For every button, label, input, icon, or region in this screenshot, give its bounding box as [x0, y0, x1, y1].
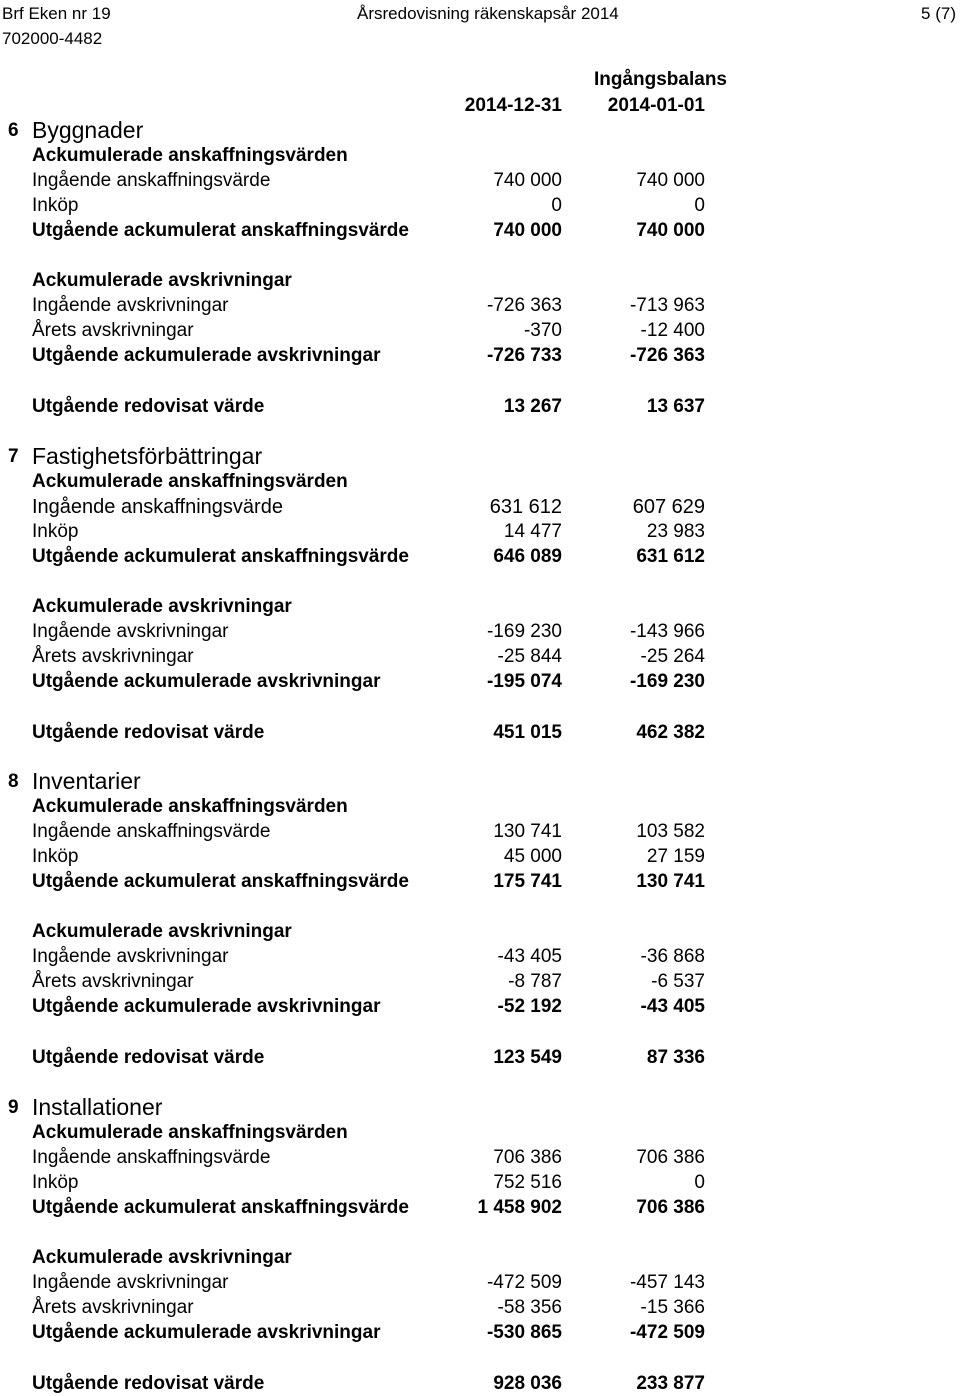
row-label: Ackumulerade anskaffningsvärden	[32, 471, 348, 492]
row-label: Utgående redovisat värde	[32, 1046, 265, 1068]
note-title: Inventarier	[32, 768, 141, 794]
value-2014-12-31: 130 741	[493, 821, 562, 843]
row-label: Utgående redovisat värde	[32, 721, 265, 743]
table-row	[0, 795, 960, 819]
value-2014-01-01: 706 386	[636, 1147, 705, 1169]
table-row	[0, 1246, 960, 1270]
row-label: Utgående ackumulerat anskaffningsvärde	[32, 220, 409, 242]
value-2014-12-31: 45 000	[503, 846, 562, 868]
table-row	[0, 545, 960, 569]
value-2014-12-31: -43 405	[497, 946, 562, 968]
value-2014-01-01: 462 382	[636, 721, 705, 743]
value-2014-12-31: -195 074	[486, 671, 562, 693]
table-row	[0, 169, 960, 193]
value-2014-12-31: -8 787	[508, 971, 562, 993]
table-row	[0, 1296, 960, 1320]
value-2014-01-01: 27 159	[646, 846, 705, 868]
value-2014-12-31: 1 458 902	[477, 1197, 562, 1219]
value-2014-12-31: -726 733	[486, 345, 562, 367]
value-2014-01-01: -25 264	[640, 646, 705, 668]
table-row	[0, 344, 960, 368]
value-2014-01-01: 706 386	[636, 1197, 705, 1219]
spacer-row	[0, 369, 960, 393]
document-title: Årsredovisning räkenskapsår 2014	[357, 4, 619, 23]
spacer-row	[0, 244, 960, 268]
row-label: Ackumulerade anskaffningsvärden	[32, 145, 348, 166]
row-label: Utgående ackumulerade avskrivningar	[32, 671, 381, 693]
row-label: Ingående avskrivningar	[32, 1272, 229, 1294]
spacer-row	[0, 570, 960, 594]
value-2014-01-01: -472 509	[629, 1322, 705, 1344]
table-row	[0, 870, 960, 894]
table-row	[0, 1271, 960, 1295]
table-row	[0, 269, 960, 293]
note-title: Byggnader	[32, 117, 144, 143]
row-label: Utgående ackumulerade avskrivningar	[32, 996, 381, 1018]
row-label: Ingående anskaffningsvärde	[32, 170, 271, 192]
value-2014-01-01: 23 983	[646, 521, 705, 543]
note-title: Fastighetsförbättringar	[32, 443, 263, 469]
spacer-row	[0, 695, 960, 719]
row-label: Ingående anskaffningsvärde	[32, 1147, 271, 1169]
value-2014-12-31: 752 516	[493, 1172, 562, 1194]
table-row	[0, 1171, 960, 1195]
organization-name: Brf Eken nr 19	[2, 4, 111, 23]
table-row	[0, 294, 960, 318]
table-row	[0, 1372, 960, 1396]
value-2014-01-01: 740 000	[636, 220, 705, 242]
table-row	[0, 721, 960, 745]
value-2014-12-31: 928 036	[493, 1372, 562, 1394]
value-2014-12-31: 740 000	[493, 170, 562, 192]
table-row	[0, 1046, 960, 1070]
table-row	[0, 595, 960, 619]
value-2014-12-31: 0	[551, 195, 562, 217]
value-2014-12-31: -472 509	[486, 1272, 562, 1294]
value-2014-01-01: -6 537	[651, 971, 705, 993]
row-label: Utgående ackumulerat anskaffningsvärde	[32, 871, 409, 893]
opening-balance-label: Ingångsbalans	[593, 69, 727, 90]
table-row	[0, 1146, 960, 1170]
value-2014-01-01: 130 741	[636, 871, 705, 893]
note-number: 6	[8, 120, 19, 141]
value-2014-01-01: 740 000	[636, 170, 705, 192]
column-header-2014-01-01: 2014-01-01	[607, 95, 705, 116]
row-label: Utgående ackumulerat anskaffningsvärde	[32, 546, 409, 568]
note-title: Installationer	[32, 1094, 163, 1120]
row-label: Utgående redovisat värde	[32, 1372, 265, 1394]
row-label: Ingående avskrivningar	[32, 621, 229, 643]
row-label: Årets avskrivningar	[32, 320, 194, 342]
table-row	[0, 945, 960, 969]
table-row	[0, 670, 960, 694]
value-2014-12-31: 646 089	[493, 546, 562, 568]
row-label: Ackumulerade anskaffningsvärden	[32, 1122, 348, 1143]
table-row	[0, 495, 960, 519]
table-row	[0, 645, 960, 669]
table-row	[0, 970, 960, 994]
value-2014-12-31: 706 386	[493, 1147, 562, 1169]
value-2014-12-31: -58 356	[497, 1297, 562, 1319]
table-row	[0, 995, 960, 1019]
row-label: Utgående ackumulerade avskrivningar	[32, 345, 381, 367]
table-row	[0, 219, 960, 243]
table-row	[0, 620, 960, 644]
value-2014-12-31: -169 230	[486, 621, 562, 643]
value-2014-12-31: -52 192	[497, 996, 562, 1018]
value-2014-01-01: -43 405	[640, 996, 705, 1018]
note-number: 7	[8, 446, 19, 467]
value-2014-01-01: 607 629	[632, 496, 705, 519]
value-2014-01-01: -36 868	[640, 946, 705, 968]
value-2014-01-01: 13 637	[646, 395, 705, 417]
value-2014-12-31: -25 844	[497, 646, 562, 668]
table-row	[0, 845, 960, 869]
table-row	[0, 1121, 960, 1145]
table-row	[0, 194, 960, 218]
column-header-2014-12-31: 2014-12-31	[464, 95, 562, 116]
value-2014-01-01: -726 363	[629, 345, 705, 367]
value-2014-01-01: -169 230	[629, 671, 705, 693]
spacer-row	[0, 1346, 960, 1370]
table-row	[0, 1196, 960, 1220]
table-row	[0, 470, 960, 494]
row-label: Årets avskrivningar	[32, 971, 194, 993]
value-2014-01-01: 631 612	[636, 546, 705, 568]
value-2014-12-31: 123 549	[493, 1046, 562, 1068]
row-label: Utgående ackumulerade avskrivningar	[32, 1322, 381, 1344]
row-label: Ackumulerade avskrivningar	[32, 596, 292, 618]
row-label: Ingående anskaffningsvärde	[32, 821, 271, 843]
value-2014-12-31: -530 865	[486, 1322, 562, 1344]
value-2014-01-01: -143 966	[629, 621, 705, 643]
spacer-row	[0, 895, 960, 919]
value-2014-12-31: 13 267	[503, 395, 562, 417]
row-label: Ingående avskrivningar	[32, 946, 229, 968]
table-row	[0, 920, 960, 944]
value-2014-12-31: 740 000	[493, 220, 562, 242]
row-label: Inköp	[32, 846, 79, 868]
row-label: Årets avskrivningar	[32, 646, 194, 668]
table-row	[0, 144, 960, 168]
table-row	[0, 1321, 960, 1345]
row-label: Ingående avskrivningar	[32, 295, 229, 317]
organization-number: 702000-4482	[2, 29, 103, 48]
value-2014-01-01: 233 877	[636, 1372, 705, 1394]
value-2014-12-31: 14 477	[503, 521, 562, 543]
row-label: Ingående anskaffningsvärde	[32, 496, 283, 519]
value-2014-12-31: -726 363	[486, 295, 562, 317]
row-label: Utgående ackumulerat anskaffningsvärde	[32, 1197, 409, 1219]
row-label: Ackumulerade avskrivningar	[32, 921, 292, 943]
value-2014-01-01: 87 336	[646, 1046, 705, 1068]
value-2014-01-01: -457 143	[629, 1272, 705, 1294]
table-row	[0, 395, 960, 419]
value-2014-01-01: 0	[694, 1172, 705, 1194]
page-number: 5 (7)	[921, 4, 956, 23]
row-label: Ackumulerade anskaffningsvärden	[32, 796, 348, 817]
table-row	[0, 520, 960, 544]
value-2014-12-31: 631 612	[489, 496, 562, 519]
value-2014-01-01: -713 963	[629, 295, 705, 317]
spacer-row	[0, 1020, 960, 1044]
value-2014-12-31: 175 741	[493, 871, 562, 893]
row-label: Inköp	[32, 195, 79, 217]
row-label: Ackumulerade avskrivningar	[32, 1247, 292, 1269]
row-label: Inköp	[32, 1172, 79, 1194]
table-row	[0, 319, 960, 343]
value-2014-12-31: -370	[523, 320, 562, 342]
row-label: Årets avskrivningar	[32, 1297, 194, 1319]
value-2014-01-01: -15 366	[640, 1297, 705, 1319]
spacer-row	[0, 1221, 960, 1245]
row-label: Utgående redovisat värde	[32, 395, 265, 417]
note-number: 8	[8, 771, 19, 792]
value-2014-01-01: 103 582	[636, 821, 705, 843]
row-label: Ackumulerade avskrivningar	[32, 270, 292, 292]
note-number: 9	[8, 1097, 19, 1118]
value-2014-01-01: -12 400	[640, 320, 705, 342]
table-row	[0, 820, 960, 844]
value-2014-01-01: 0	[694, 195, 705, 217]
value-2014-12-31: 451 015	[493, 721, 562, 743]
row-label: Inköp	[32, 521, 79, 543]
